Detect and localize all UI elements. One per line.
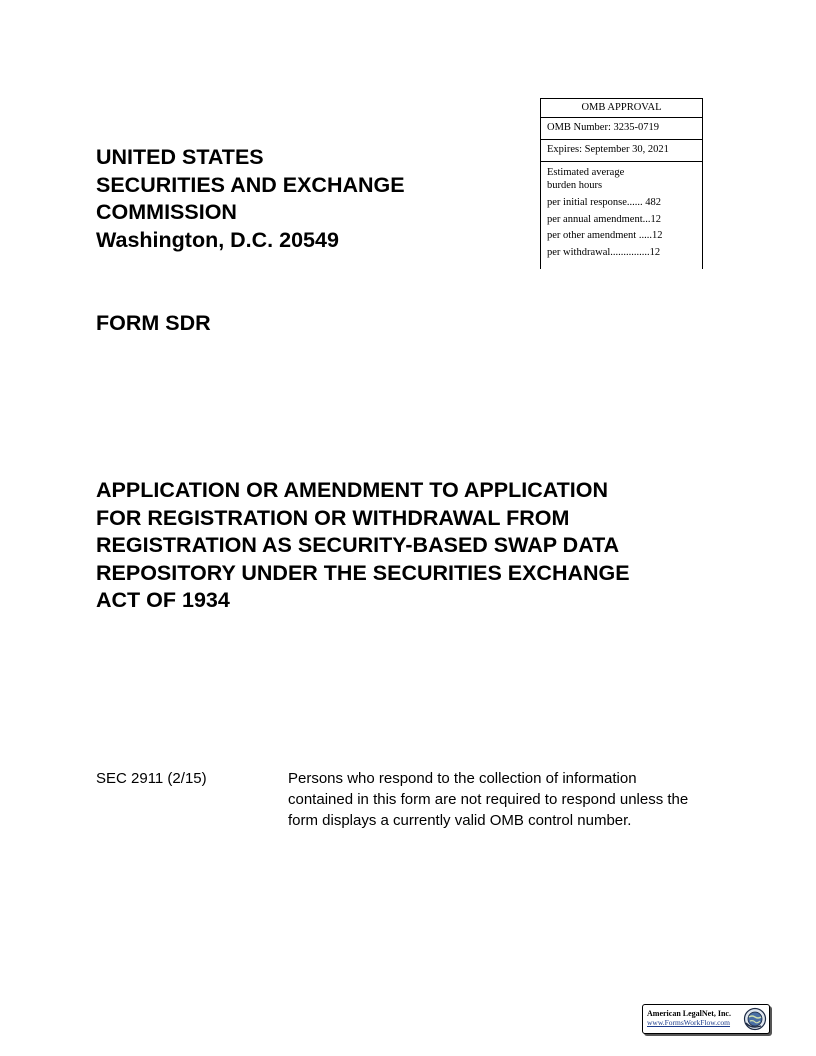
agency-line-country: UNITED STATES xyxy=(96,145,264,169)
omb-disclaimer xyxy=(288,768,728,831)
omb-approval-title: OMB APPROVAL xyxy=(541,99,702,118)
agency-line-address: Washington, D.C. 20549 xyxy=(96,227,339,252)
omb-expiration: Expires: September 30, 2021 xyxy=(541,140,702,162)
burden-initial-response: per initial response...... 482 xyxy=(547,197,662,208)
agency-line-commission: COMMISSION xyxy=(96,200,237,224)
application-title-line: REGISTRATION AS SECURITY-BASED SWAP DATA xyxy=(96,533,620,557)
globe-icon xyxy=(743,1007,767,1031)
application-title-line: ACT OF 1934 xyxy=(96,588,230,612)
application-title-line: FOR REGISTRATION OR WITHDRAWAL FROM xyxy=(96,505,570,530)
forms-workflow-logo-link[interactable] xyxy=(642,1004,770,1034)
disclaimer-line: contained in this form are not required to respond unless the xyxy=(288,791,689,808)
agency-heading xyxy=(96,144,405,254)
logo-company-name: American LegalNet, Inc. xyxy=(647,1009,731,1018)
disclaimer-line: Persons who respond to the collection of information xyxy=(288,770,637,787)
burden-hours-section xyxy=(541,162,702,261)
burden-annual-amendment: per annual amendment...12 xyxy=(547,213,662,225)
application-title xyxy=(96,477,736,615)
disclaimer-line: form displays a currently valid OMB control number. xyxy=(288,812,632,829)
omb-number: OMB Number: 3235-0719 xyxy=(541,118,702,140)
logo-url: www.FormsWorkFlow.com xyxy=(647,1018,731,1027)
omb-approval-box xyxy=(540,98,703,269)
sec-form-number: SEC 2911 (2/15) xyxy=(96,770,207,787)
form-title: FORM SDR xyxy=(96,311,211,335)
burden-withdrawal: per withdrawal...............12 xyxy=(547,246,661,258)
burden-heading-line-1: Estimated average xyxy=(547,167,625,178)
application-title-line: APPLICATION OR AMENDMENT TO APPLICATION xyxy=(96,478,609,502)
application-title-line: REPOSITORY UNDER THE SECURITIES EXCHANGE xyxy=(96,560,630,585)
burden-heading-line-2: burden hours xyxy=(547,180,603,191)
burden-other-amendment: per other amendment .....12 xyxy=(547,230,663,241)
burden-heading xyxy=(547,166,696,192)
agency-line-sec: SECURITIES AND EXCHANGE xyxy=(96,172,405,197)
